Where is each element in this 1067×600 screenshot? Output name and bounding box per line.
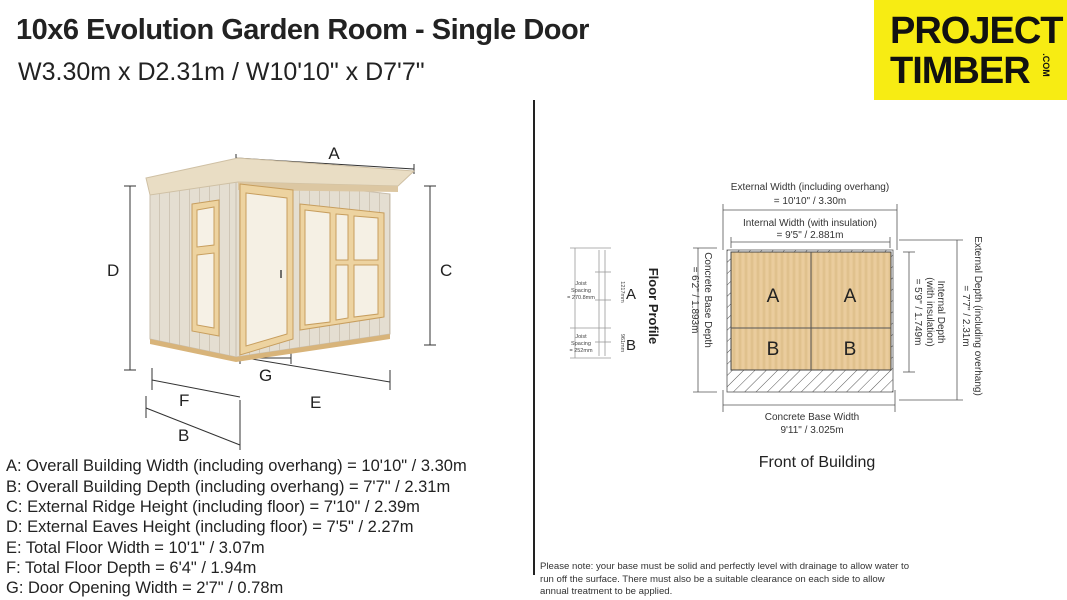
external-depth-value: = 7'7" / 2.31m	[960, 285, 971, 347]
floor-dim-a: 1217mm	[619, 281, 625, 303]
base-width-value: 9'11" / 3.025m	[780, 425, 844, 436]
spec-a: A: Overall Building Width (including overhang) = 10'10" / 3.30m	[6, 457, 467, 475]
internal-width-label: Internal Width (with insulation)	[743, 218, 877, 229]
label-a: A	[328, 144, 340, 163]
label-b: B	[178, 426, 190, 445]
spec-b: B: Overall Building Depth (including overhang) = 7'7" / 2.31m	[6, 478, 451, 496]
label-c: C	[440, 261, 453, 280]
floor-profile-title: Floor Profile	[646, 267, 661, 345]
floor-profile-label-a: A	[625, 286, 637, 303]
plan-panel-a-right: A	[843, 286, 857, 307]
page-title: 10x6 Evolution Garden Room - Single Door	[16, 14, 589, 46]
floor-profile	[567, 248, 661, 358]
spec-e: E: Total Floor Width = 10'1" / 3.07m	[6, 539, 265, 557]
internal-depth-sub: (with insulation)	[924, 277, 935, 347]
joist-spacing-a: Joist Spacing = 270.8mm	[567, 281, 595, 301]
building-body	[146, 158, 414, 362]
label-g: G	[259, 366, 273, 385]
plan-panel-b-left: B	[766, 339, 780, 360]
label-e: E	[310, 393, 322, 412]
building-elevation-drawing	[0, 100, 532, 455]
spec-d: D: External Eaves Height (including floor) = 7'5" / 2.27m	[6, 518, 414, 536]
floor-dim-b: 961mm	[619, 333, 625, 353]
base-depth-value: = 6'2" / 1.893m	[689, 266, 700, 334]
spec-f: F: Total Floor Depth = 6'4" / 1.94m	[6, 559, 257, 577]
joist-spacing-b: Joist Spacing = 252mm	[569, 334, 593, 354]
plan-panel-a-left: A	[766, 286, 780, 307]
front-of-building-label: Front of Building	[758, 454, 876, 471]
plan-panel-b-right: B	[843, 339, 857, 360]
logo-line-1: PROJECT	[890, 10, 1063, 52]
spec-c: C: External Ridge Height (including floor) = 7'10" / 2.39m	[6, 498, 420, 516]
external-depth-label: External Depth (including overhang)	[972, 236, 983, 396]
floor-plan-drawing	[535, 160, 985, 480]
page-subtitle: W3.30m x D2.31m / W10'10" x D7'7"	[18, 58, 425, 86]
label-f: F	[179, 391, 190, 410]
base-width-label: Concrete Base Width	[764, 412, 860, 423]
label-d: D	[107, 261, 120, 280]
logo-line-2: TIMBER	[890, 50, 1030, 92]
external-width-value: = 10'10" / 3.30m	[773, 196, 847, 207]
internal-depth-label: Internal Depth	[935, 280, 946, 344]
internal-width-value: = 9'5" / 2.881m	[776, 230, 844, 241]
base-depth-label: Concrete Base Depth	[702, 252, 713, 348]
external-width-label: External Width (including overhang)	[730, 182, 890, 193]
floor-profile-label-b: B	[625, 337, 637, 354]
spec-g: G: Door Opening Width = 2'7" / 0.78m	[6, 579, 284, 597]
logo-suffix: .COM	[1040, 53, 1051, 77]
project-timber-logo[interactable]	[874, 0, 1067, 100]
internal-depth-value: = 5'9" / 1.749m	[912, 278, 923, 346]
base-note: Please note: your base must be solid and perfectly level with drainage to allow water to run off the surface. There must also be a suitable clearance on each side to allow annual treatment to be applied.	[540, 561, 910, 597]
